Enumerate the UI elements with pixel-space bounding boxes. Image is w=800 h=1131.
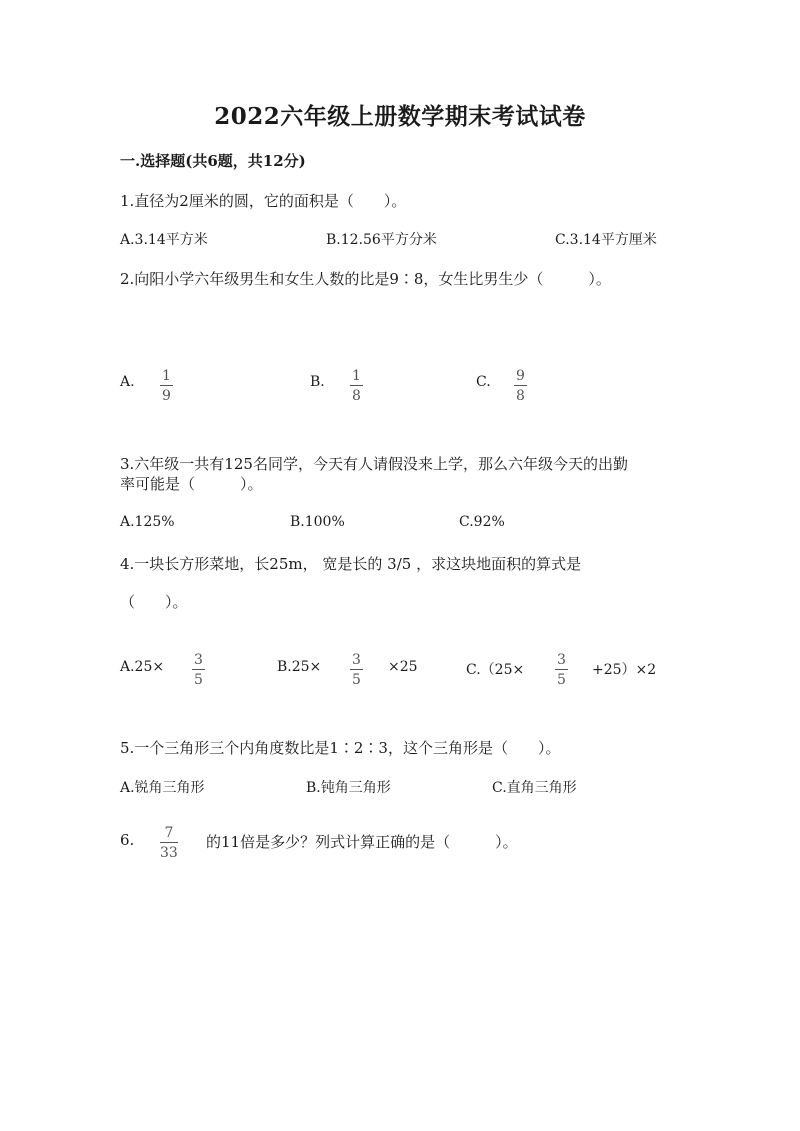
q3-option-a: A.125% [120, 514, 175, 530]
question-3-line-1: 3.六年级一共有125名同学，今天有人请假没来上学，那么六年级今天的出勤 [120, 455, 628, 473]
fraction-numerator: 1 [162, 368, 171, 384]
q2-option-b-fraction [350, 369, 363, 403]
page-title: 2022六年级上册数学期末考试试卷 [214, 103, 586, 130]
question-6-label: 6. [120, 831, 135, 849]
q4-option-c-fraction [555, 653, 568, 687]
q2-option-c-label: C. [476, 374, 491, 390]
q6-fraction [160, 826, 178, 860]
q5-option-b: B.钝角三角形 [306, 780, 391, 796]
fraction-denominator: 33 [160, 845, 178, 861]
fraction-numerator: 1 [352, 368, 361, 384]
question-6-text: 的11倍是多少？列式计算正确的是（ ）。 [206, 833, 518, 851]
fraction-numerator: 7 [164, 825, 174, 841]
q1-option-b: B.12.56平方分米 [326, 232, 437, 248]
q3-option-b: B.100% [290, 514, 345, 530]
q1-option-a: A.3.14平方米 [120, 232, 208, 248]
fraction-denominator: 9 [162, 388, 171, 404]
q4-option-a-fraction [192, 653, 205, 687]
q1-option-c: C.3.14平方厘米 [555, 232, 657, 248]
q2-option-a-label: A. [120, 374, 135, 390]
fraction-denominator: 5 [194, 672, 203, 688]
question-4-line-2: （ ）。 [120, 593, 188, 611]
question-3-line-2: 率可能是（ ）。 [120, 475, 263, 493]
q3-option-c: C.92% [459, 514, 505, 530]
fraction-numerator: 9 [516, 368, 525, 384]
fraction-numerator: 3 [352, 652, 361, 668]
q2-option-a-fraction [160, 369, 173, 403]
q4-option-c-suffix: +25）×2 [592, 662, 657, 678]
question-2: 2.向阳小学六年级男生和女生人数的比是9∶8，女生比男生少（ ）。 [120, 270, 611, 288]
fraction-denominator: 5 [557, 672, 566, 688]
question-5: 5.一个三角形三个内角度数比是1∶2∶3，这个三角形是（ ）。 [120, 739, 561, 757]
question-1: 1.直径为2厘米的圆，它的面积是（ ）。 [120, 192, 407, 210]
q5-option-c: C.直角三角形 [492, 780, 577, 796]
q4-option-c-prefix: C.（25× [466, 662, 525, 678]
fraction-denominator: 8 [516, 388, 525, 404]
q4-option-b-fraction [350, 653, 363, 687]
section-heading: 一.选择题(共6题，共12分) [120, 152, 306, 170]
q2-option-c-fraction [514, 369, 527, 403]
fraction-numerator: 3 [194, 652, 203, 668]
fraction-denominator: 5 [352, 672, 361, 688]
fraction-numerator: 3 [557, 652, 566, 668]
q4-option-b-suffix: ×25 [388, 659, 418, 675]
q4-option-a-prefix: A.25× [120, 659, 165, 675]
fraction-denominator: 8 [352, 388, 361, 404]
question-4-line-1: 4.一块长方形菜地，长25m， 宽是长的 3/5 ，求这块地面积的算式是 [120, 555, 582, 573]
q2-option-b-label: B. [310, 374, 325, 390]
q5-option-a: A.锐角三角形 [120, 780, 205, 796]
q4-option-b-prefix: B.25× [277, 659, 322, 675]
